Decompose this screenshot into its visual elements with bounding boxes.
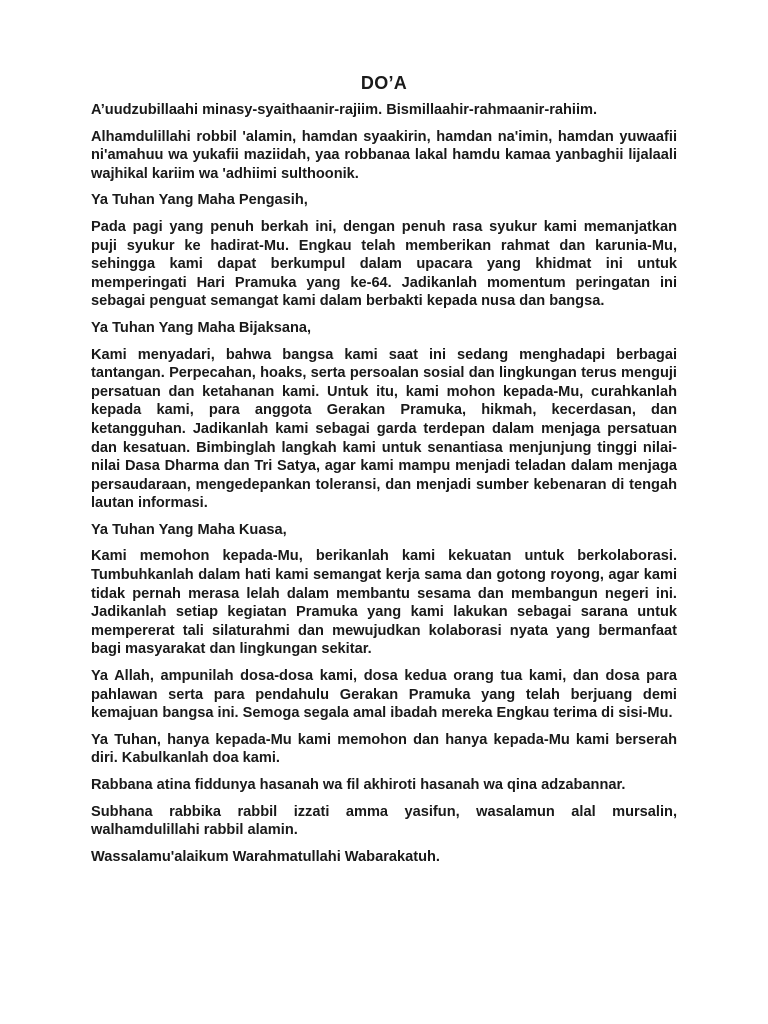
paragraph-syukur: Pada pagi yang penuh berkah ini, dengan penuh rasa syukur kami memanjatkan puji syukur ke hadirat-Mu. Engkau telah memberikan rahmat dan karunia-Mu, sehingga kami dapat berkumpul dalam upacara yang khidmat ini untuk memperingati Hari Pramuka yang ke-64. Jadikanlah momentum peringatan ini sebagai penguat semangat kami dalam berbakti kepada nusa dan bangsa. (91, 218, 677, 310)
paragraph-rabbana: Rabbana atina fiddunya hasanah wa fil akhiroti hasanah wa qina adzabannar. (91, 777, 626, 793)
paragraph-hamdalah: Alhamdulillahi robbil 'alamin, hamdan syaakirin, hamdan na'imin, hamdan yuwaafii ni'amahuu wa yukafii maziidah, yaa robbanaa lakal hamdu kamaa yanbaghii lijalaali wajhikal kariim wa 'adhiimi sulthoonik. (91, 128, 677, 182)
paragraph-salam-penutup: Wassalamu'alaikum Warahmatullahi Wabarakatuh. (91, 848, 440, 865)
paragraph-tantangan: Kami menyadari, bahwa bangsa kami saat ini sedang menghadapi berbagai tantangan. Perpecahan, hoaks, serta persoalan sosial dan lingkungan terus menguji persatuan dan ketahanan kami. Untuk itu, kami mohon kepada-Mu, curahkanlah kepada kami, para anggota Gerakan Pramuka, hikmah, kecerdasan, dan ketangguhan. Jadikanlah kami sebagai garda terdepan dalam menjaga persatuan dan kesatuan. Bimbinglah langkah kami untuk senantiasa menjunjung tinggi nilai-nilai Dasa Dharma dan Tri Satya, agar kami mampu menjadi teladan dalam menjaga persaudaraan, mengedepankan toleransi, dan menjadi sumber kebenaran di tengah lautan informasi. (91, 346, 677, 512)
heading-maha-kuasa: Ya Tuhan Yang Maha Kuasa, (91, 521, 287, 538)
document-title: DO’A (360, 73, 408, 93)
paragraph-berserah-diri: Ya Tuhan, hanya kepada-Mu kami memohon dan hanya kepada-Mu kami berserah diri. Kabulkanlah doa kami. (91, 731, 677, 767)
paragraph-kolaborasi: Kami memohon kepada-Mu, berikanlah kami kekuatan untuk berkolaborasi. Tumbuhkanlah dalam hati kami semangat kerja sama dan gotong royong, agar kami tidak pernah merasa lelah dalam membantu sesama dan membangun negeri ini. Jadikanlah setiap kegiatan Pramuka yang kami lakukan sebagai sarana untuk mempererat tali silaturahmi dan mewujudkan kolaborasi nyata yang bermanfaat bagi masyarakat dan lingkungan sekitar. (91, 548, 677, 658)
paragraph-subhana: Subhana rabbika rabbil izzati amma yasifun, wasalamun alal mursalin, walhamdulillahi rabbil alamin. (91, 803, 677, 839)
heading-maha-pengasih: Ya Tuhan Yang Maha Pengasih, (91, 192, 308, 209)
heading-maha-bijaksana: Ya Tuhan Yang Maha Bijaksana, (91, 319, 312, 336)
paragraph-ampunan: Ya Allah, ampunilah dosa-dosa kami, dosa kedua orang tua kami, dan dosa para pahlawan serta para pendahulu Gerakan Pramuka yang telah berjuang demi kemajuan bangsa ini. Semoga segala amal ibadah mereka Engkau terima di sisi-Mu. (91, 668, 677, 722)
paragraph-taawudz: A’uudzubillaahi minasy-syaithaanir-rajiim. Bismillaahir-rahmaanir-rahiim. (91, 102, 598, 118)
document-page (91, 72, 677, 874)
